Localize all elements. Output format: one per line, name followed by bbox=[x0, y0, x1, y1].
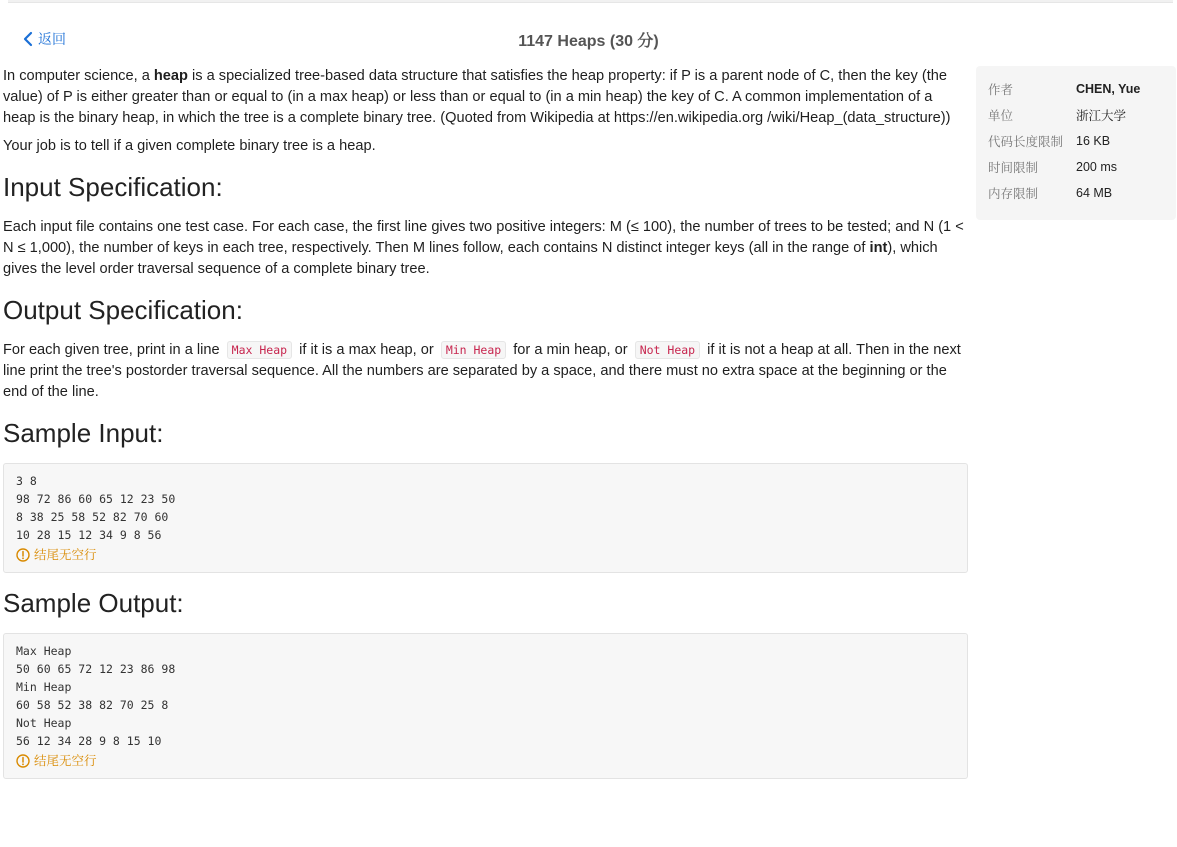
info-label: 作者 bbox=[988, 83, 1014, 97]
page-header bbox=[0, 22, 1177, 56]
info-row-organization bbox=[988, 102, 1164, 128]
sample-input-code: 3 8 98 72 86 60 65 12 23 50 8 38 25 58 52 82 70 60 10 28 15 12 34 9 8 56 bbox=[16, 474, 176, 542]
inline-code-not-heap: Not Heap bbox=[635, 341, 700, 359]
info-row-memory-limit bbox=[988, 180, 1164, 206]
output-text-4: if it is not a heap at all. Then in the next line print the tree's postorder traversal sequence. All the numbers are separated by a space, and there must no extra space at the beginning or the end of the line. bbox=[3, 342, 961, 400]
input-bold: int bbox=[869, 240, 888, 256]
sample-input-note bbox=[16, 546, 955, 564]
sample-input-note-text: 结尾无空行 bbox=[34, 548, 97, 562]
info-value: 浙江大学 bbox=[1076, 109, 1127, 123]
info-label: 内存限制 bbox=[988, 187, 1039, 201]
info-value: CHEN, Yue bbox=[1076, 82, 1141, 96]
output-text-3: for a min heap, or bbox=[509, 342, 632, 358]
input-text-rest: ), which gives the level order traversal sequence of a complete binary tree. bbox=[3, 240, 938, 277]
problem-content bbox=[3, 66, 968, 779]
input-spec-heading: Input Specification: bbox=[3, 172, 223, 202]
warning-circle-icon bbox=[16, 754, 30, 768]
sample-output-note-text: 结尾无空行 bbox=[34, 754, 97, 768]
info-value: 16 KB bbox=[1076, 134, 1111, 148]
info-row-code-length bbox=[988, 128, 1164, 154]
sample-output-note bbox=[16, 752, 955, 770]
intro-text-rest: is a specialized tree-based data structure that satisfies the heap property: if P is a parent node of C, then the key (the value) of P is either greater than or equal to (in a max heap) or less than or equal to (in a min heap) the key of C. A common implementation of a heap is the binary heap, in which the tree is a complete binary tree. (Quoted from Wikipedia at https://en.wikipedia.org /wiki/Heap_(data_structure)) bbox=[3, 68, 951, 126]
sample-input-heading: Sample Input: bbox=[3, 418, 164, 448]
inline-code-max-heap: Max Heap bbox=[227, 341, 292, 359]
output-spec-heading: Output Specification: bbox=[3, 295, 243, 325]
intro-text: In computer science, a bbox=[3, 68, 154, 84]
info-value: 200 ms bbox=[1076, 160, 1117, 174]
output-text-2: if it is a max heap, or bbox=[295, 342, 438, 358]
sample-input-box[interactable] bbox=[3, 463, 968, 573]
input-spec-text bbox=[3, 217, 968, 280]
intro-bold: heap bbox=[153, 68, 188, 84]
info-value: 64 MB bbox=[1076, 186, 1113, 200]
info-label: 代码长度限制 bbox=[988, 135, 1064, 149]
sample-output-box[interactable] bbox=[3, 633, 968, 779]
input-text: Each input file contains one test case. For each case, the first line gives two positive integers: M (≤ 100), the number of trees to be tested; and N (1 < N ≤ 1,000), the number of keys in each tree, respectively. Then M lines follow, each contains N distinct integer keys (all in the range of bbox=[3, 219, 964, 256]
problem-intro bbox=[3, 66, 968, 129]
inline-code-min-heap: Min Heap bbox=[441, 341, 506, 359]
info-label: 单位 bbox=[988, 109, 1014, 123]
problem-task: Your job is to tell if a given complete binary tree is a heap. bbox=[3, 138, 376, 154]
back-label: 返回 bbox=[38, 31, 66, 47]
info-row-time-limit bbox=[988, 154, 1164, 180]
sample-output-code: Max Heap 50 60 65 72 12 23 86 98 Min Heap 60 58 52 38 82 70 25 8 Not Heap 56 12 34 28 9 8 15 10 bbox=[16, 644, 176, 748]
warning-circle-icon bbox=[16, 548, 30, 562]
problem-info-panel bbox=[976, 66, 1176, 220]
page-title: 1147 Heaps (30 分) bbox=[518, 33, 659, 50]
output-text-1: For each given tree, print in a line bbox=[3, 342, 224, 358]
info-row-author bbox=[988, 76, 1164, 102]
info-label: 时间限制 bbox=[988, 161, 1039, 175]
top-divider bbox=[8, 0, 1173, 3]
sample-output-heading: Sample Output: bbox=[3, 588, 184, 618]
output-spec-text bbox=[3, 340, 968, 403]
